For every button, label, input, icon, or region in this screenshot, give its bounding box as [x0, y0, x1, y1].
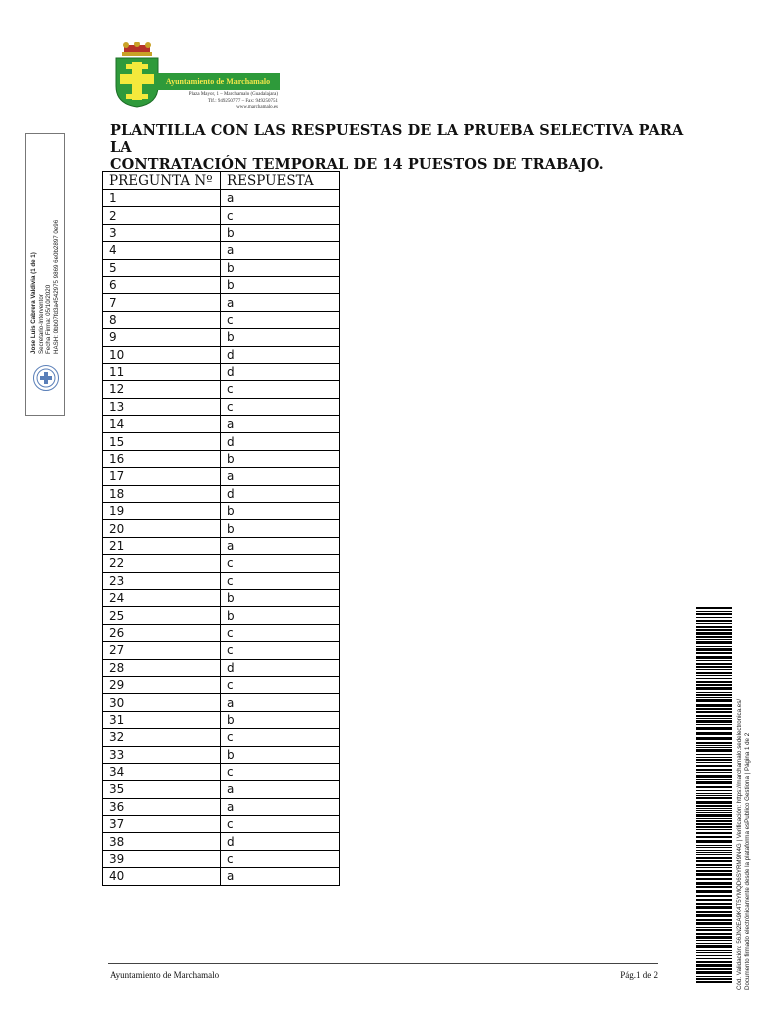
answer-letter: b: [221, 450, 340, 467]
table-row: [103, 276, 340, 293]
signer-name: Jose Luis Cabrera Valdivia (1 de 1): [30, 252, 37, 354]
verification-text: [736, 610, 752, 990]
table-row: [103, 555, 340, 572]
table-row: [103, 763, 340, 780]
question-number: 36: [103, 798, 221, 815]
table-row: [103, 363, 340, 380]
table-row: [103, 711, 340, 728]
answer-letter: b: [221, 520, 340, 537]
question-number: 2: [103, 207, 221, 224]
answer-letter: b: [221, 276, 340, 293]
answer-letter: c: [221, 642, 340, 659]
answer-letter: c: [221, 311, 340, 328]
question-number: 21: [103, 537, 221, 554]
table-row: [103, 520, 340, 537]
signature-hash: HASH: 0bb07fd3a4542975 9869 6e0b2897 0e96: [52, 219, 60, 354]
page-number: Pág.1 de 2: [620, 970, 658, 980]
question-number: 6: [103, 276, 221, 293]
answer-letter: c: [221, 763, 340, 780]
signature-date: Fecha Firma: 05/10/2020: [45, 284, 52, 354]
question-number: 16: [103, 450, 221, 467]
table-row: [103, 676, 340, 693]
answer-letter: a: [221, 294, 340, 311]
table-row: [103, 346, 340, 363]
table-row: [103, 311, 340, 328]
table-row: [103, 868, 340, 885]
answer-letter: c: [221, 850, 340, 867]
table-header-row: [103, 172, 340, 190]
answer-letter: d: [221, 485, 340, 502]
question-number: 37: [103, 816, 221, 833]
question-number: 29: [103, 676, 221, 693]
question-number: 31: [103, 711, 221, 728]
org-address: [166, 92, 278, 112]
answer-letter: b: [221, 711, 340, 728]
answer-letter: b: [221, 746, 340, 763]
question-number: 1: [103, 190, 221, 207]
signature-text: [30, 134, 60, 354]
question-number: 30: [103, 694, 221, 711]
table-row: [103, 572, 340, 589]
answer-letter: a: [221, 694, 340, 711]
question-number: 39: [103, 850, 221, 867]
question-number: 24: [103, 589, 221, 606]
question-number: 9: [103, 329, 221, 346]
question-number: 35: [103, 781, 221, 798]
table-row: [103, 416, 340, 433]
answer-letter: b: [221, 329, 340, 346]
question-number: 5: [103, 259, 221, 276]
table-row: [103, 485, 340, 502]
question-number: 28: [103, 659, 221, 676]
question-number: 27: [103, 642, 221, 659]
question-number: 20: [103, 520, 221, 537]
table-row: [103, 850, 340, 867]
answer-letter: c: [221, 676, 340, 693]
question-number: 32: [103, 729, 221, 746]
question-number: 40: [103, 868, 221, 885]
answer-letter: b: [221, 224, 340, 241]
column-header-question: PREGUNTA Nº: [103, 172, 221, 190]
question-number: 7: [103, 294, 221, 311]
municipal-logo: [110, 42, 280, 112]
answer-letter: c: [221, 555, 340, 572]
answer-letter: d: [221, 433, 340, 450]
table-row: [103, 503, 340, 520]
seal-icon: [33, 365, 59, 391]
table-row: [103, 329, 340, 346]
question-number: 10: [103, 346, 221, 363]
question-number: 15: [103, 433, 221, 450]
question-number: 4: [103, 242, 221, 259]
table-row: [103, 381, 340, 398]
answer-letter: a: [221, 798, 340, 815]
question-number: 8: [103, 311, 221, 328]
table-row: [103, 816, 340, 833]
title-line-2: CONTRATACIÓN TEMPORAL DE 14 PUESTOS DE TRABAJO.: [110, 156, 604, 173]
question-number: 12: [103, 381, 221, 398]
table-row: [103, 607, 340, 624]
answer-letter: a: [221, 416, 340, 433]
answer-letter: a: [221, 868, 340, 885]
question-number: 38: [103, 833, 221, 850]
coat-of-arms-icon: [112, 42, 162, 108]
answer-letter: b: [221, 503, 340, 520]
question-number: 34: [103, 763, 221, 780]
table-row: [103, 259, 340, 276]
website-line: www.marchamalo.es: [236, 105, 278, 110]
answer-letter: b: [221, 259, 340, 276]
answer-letter: a: [221, 242, 340, 259]
question-number: 23: [103, 572, 221, 589]
footer-org: Ayuntamiento de Marchamalo: [110, 970, 220, 980]
answer-letter: a: [221, 537, 340, 554]
table-row: [103, 746, 340, 763]
answer-letter: d: [221, 363, 340, 380]
question-number: 33: [103, 746, 221, 763]
answer-letter: b: [221, 607, 340, 624]
signer-role: Secretario-Interventor: [37, 294, 45, 354]
question-number: 19: [103, 503, 221, 520]
table-row: [103, 659, 340, 676]
answer-letter: c: [221, 398, 340, 415]
question-number: 11: [103, 363, 221, 380]
table-row: [103, 833, 340, 850]
document-title: [110, 122, 690, 173]
answer-letter: a: [221, 781, 340, 798]
table-row: [103, 242, 340, 259]
question-number: 14: [103, 416, 221, 433]
table-row: [103, 294, 340, 311]
answer-letter: d: [221, 659, 340, 676]
validation-code: Cód. Validación: 56JN2EA9K4T5YMQD6SYRM9N4G | Verificación: https://marchamalo.sedelectronica.es/: [736, 698, 743, 990]
question-number: 26: [103, 624, 221, 641]
answer-letter: d: [221, 833, 340, 850]
table-row: [103, 190, 340, 207]
column-header-answer: RESPUESTA: [221, 172, 340, 190]
table-row: [103, 398, 340, 415]
signature-stamp: [25, 133, 65, 416]
question-number: 25: [103, 607, 221, 624]
table-row: [103, 624, 340, 641]
answer-letter: c: [221, 729, 340, 746]
address-line: Plaza Mayor, 1 – Marchamalo (Guadalajara): [188, 92, 278, 97]
answer-letter: b: [221, 589, 340, 606]
answer-letter: c: [221, 381, 340, 398]
answer-letter: c: [221, 207, 340, 224]
org-name-banner: Ayuntamiento de Marchamalo: [156, 73, 280, 90]
phone-line: Tlf.: 949250777 – Fax: 949250751: [207, 98, 278, 104]
table-row: [103, 642, 340, 659]
table-row: [103, 468, 340, 485]
footer-divider: [108, 963, 658, 964]
answer-letter: c: [221, 816, 340, 833]
barcode-icon: [696, 607, 732, 987]
question-number: 18: [103, 485, 221, 502]
question-number: 3: [103, 224, 221, 241]
table-row: [103, 207, 340, 224]
table-row: [103, 537, 340, 554]
table-row: [103, 589, 340, 606]
answer-letter: d: [221, 346, 340, 363]
question-number: 13: [103, 398, 221, 415]
table-row: [103, 798, 340, 815]
question-number: 22: [103, 555, 221, 572]
question-number: 17: [103, 468, 221, 485]
table-row: [103, 224, 340, 241]
answer-letter: c: [221, 624, 340, 641]
table-row: [103, 729, 340, 746]
answers-table: [102, 171, 340, 886]
table-row: [103, 433, 340, 450]
table-row: [103, 694, 340, 711]
platform-note: Documento firmado electrónicamente desde la plataforma esPublico Gestiona | Página 1 de 2: [744, 732, 751, 990]
answer-letter: a: [221, 468, 340, 485]
answer-letter: c: [221, 572, 340, 589]
answer-letter: a: [221, 190, 340, 207]
table-row: [103, 781, 340, 798]
table-row: [103, 450, 340, 467]
title-line-1: PLANTILLA CON LAS RESPUESTAS DE LA PRUEBA SELECTIVA PARA LA: [110, 122, 684, 156]
